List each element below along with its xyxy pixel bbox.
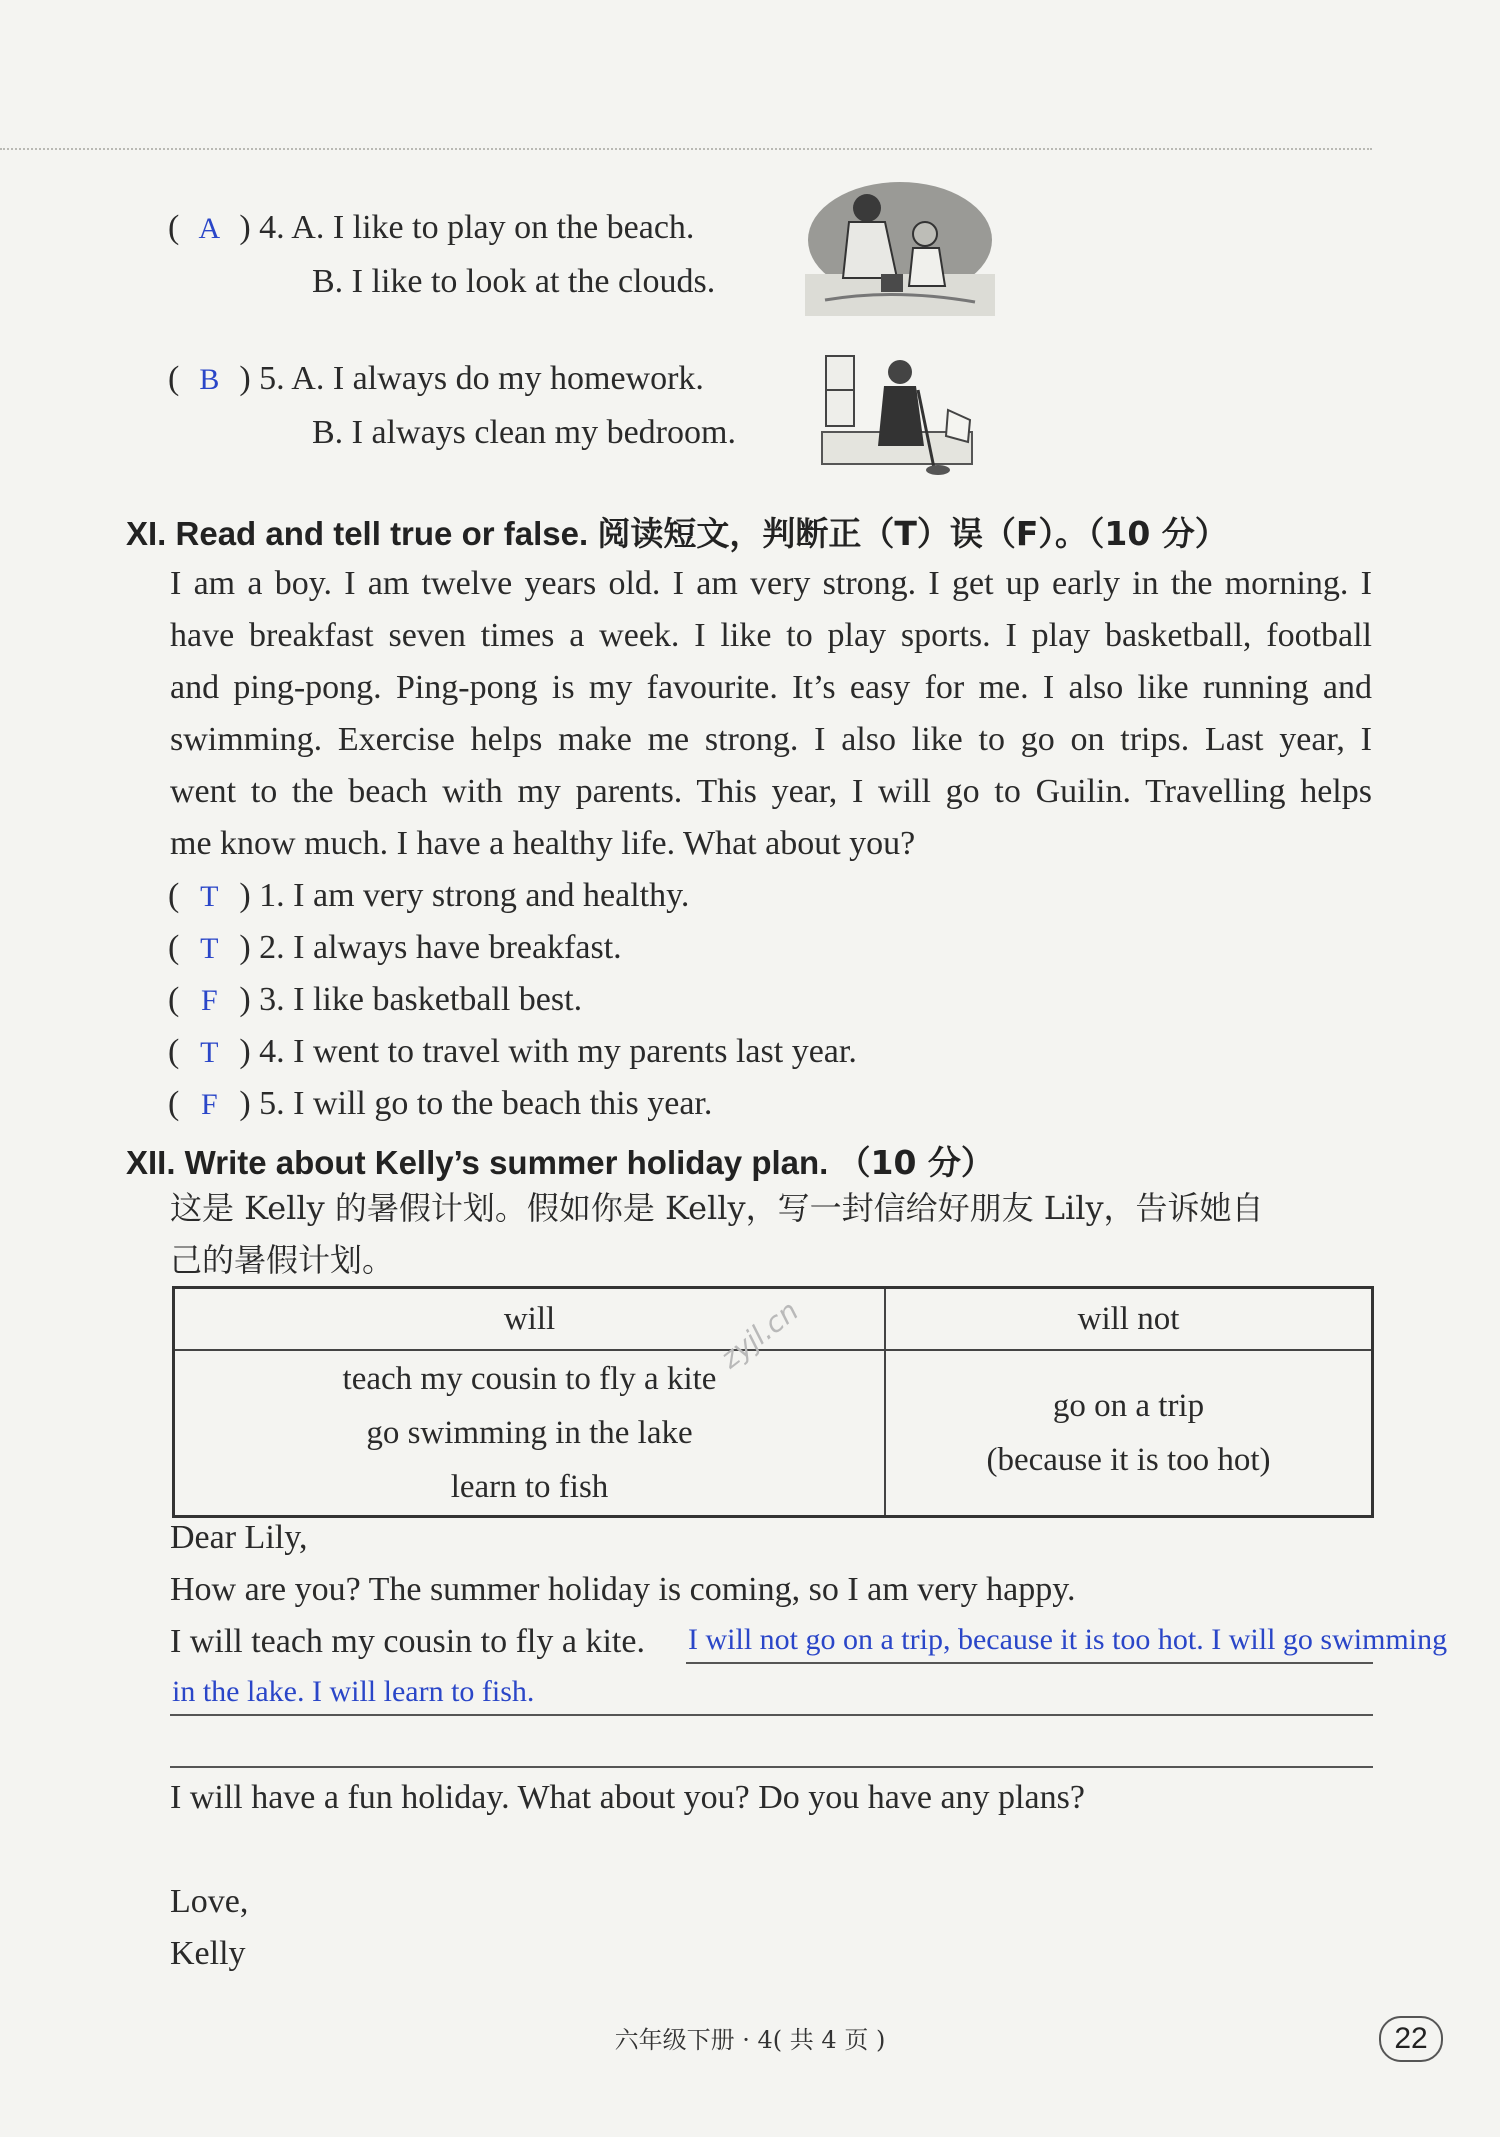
written-answer-part-1: I will not go on a trip, because it is too hot. I will go swimming	[688, 1623, 1448, 1656]
listening-item-4-option-b: B. I like to look at the clouds.	[312, 263, 716, 300]
written-answer-part-2: in the lake. I will learn to fish.	[172, 1675, 535, 1708]
listening-item-4: ( A ) 4. A. I like to play on the beach.	[168, 208, 694, 249]
watermark: zyjl.cn	[714, 1294, 805, 1375]
tf-question-3: ( F ) 3. I like basketball best.	[168, 980, 582, 1021]
section-xii-instruction-line-2: 己的暑假计划。	[170, 1241, 395, 1279]
page-number-badge: 22	[1379, 2016, 1443, 2062]
listening-item-5-option-b: B. I always clean my bedroom.	[312, 414, 736, 451]
option-a: A. I like to play on the beach.	[291, 209, 695, 246]
tf-question-4: ( T ) 4. I went to travel with my parents last year.	[168, 1032, 857, 1073]
answer-mark: B	[199, 363, 220, 396]
listening-item-5: ( B ) 5. A. I always do my homework.	[168, 359, 704, 400]
writing-line	[170, 1766, 1373, 1768]
writing-line	[170, 1714, 1373, 1716]
section-xii-heading: XII. Write about Kelly’s summer holiday plan. （10 分）	[126, 1143, 994, 1182]
answer-mark: T	[200, 880, 219, 913]
answer-mark: T	[200, 1036, 219, 1069]
answer-mark: F	[200, 984, 218, 1017]
letter-line-2: I will teach my cousin to fly a kite.	[170, 1623, 645, 1660]
section-xi-heading: XI. Read and tell true or false. 阅读短文，判断正（T）误（F）。（10 分）	[126, 514, 1228, 553]
beach-scene-icon	[805, 178, 995, 316]
answer-mark: A	[198, 212, 221, 245]
top-dotted-divider	[0, 148, 1372, 150]
will-cell: teach my cousin to fly a kite go swimming in the lake learn to fish	[174, 1350, 886, 1517]
letter-greeting: Dear Lily,	[170, 1519, 308, 1556]
answer-mark: F	[200, 1088, 218, 1121]
page-footer: 六年级下册 · 4( 共 4 页 )	[614, 2026, 886, 2054]
table-row	[174, 1350, 1373, 1517]
option-a: A. I always do my homework.	[291, 360, 704, 397]
tf-question-5: ( F ) 5. I will go to the beach this year.	[168, 1084, 712, 1125]
answer-mark: T	[200, 932, 219, 965]
writing-line	[686, 1662, 1373, 1664]
letter-line-1: How are you? The summer holiday is coming, so I am very happy.	[170, 1571, 1076, 1608]
tf-question-1: ( T ) 1. I am very strong and healthy.	[168, 876, 689, 917]
tf-question-2: ( T ) 2. I always have breakfast.	[168, 928, 622, 969]
letter-signoff: Love,	[170, 1883, 249, 1920]
section-xii-instruction-line-1: 这是 Kelly 的暑假计划。假如你是 Kelly，写一封信给好朋友 Lily，告诉她自	[170, 1189, 1264, 1227]
cleaning-scene-icon	[818, 350, 978, 482]
letter-closing-line: I will have a fun holiday. What about you? Do you have any plans?	[170, 1779, 1085, 1816]
column-header-will-not: will not	[885, 1288, 1373, 1351]
letter-signature: Kelly	[170, 1935, 246, 1972]
will-not-cell: go on a trip (because it is too hot)	[885, 1350, 1373, 1517]
column-header-will: will	[174, 1288, 886, 1351]
reading-passage: I am a boy. I am twelve years old. I am very strong. I get up early in the morning. I have breakfast seven times a week. I like to play sports. I play basketball, football and ping-pong. Ping-pong is my favourite. It’s easy for me. I also like running and swimming. Exercise helps make me strong. I also like to go on trips. Last year, I went to the beach with my parents. This year, I will go to Guilin. Travelling helps me know much. I have a healthy life. What about you?	[170, 565, 1372, 862]
